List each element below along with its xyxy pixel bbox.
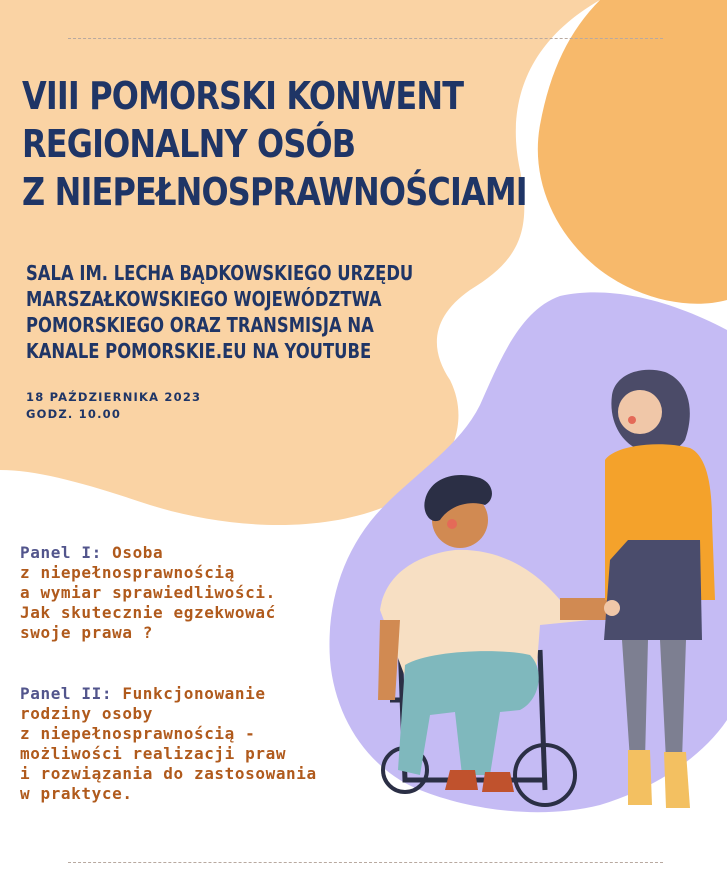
man-left-arm xyxy=(378,620,400,700)
man-shoe-left xyxy=(445,770,478,790)
man-cheek xyxy=(447,519,457,529)
woman-hand xyxy=(604,600,620,616)
venue-line: SALA IM. LECHA BĄDKOWSKIEGO URZĘDU xyxy=(26,261,414,285)
event-date: 18 PAŹDZIERNIKA 2023 xyxy=(26,390,202,404)
panel-line: z niepełnosprawnością - xyxy=(20,724,256,743)
panel-line: Osoba xyxy=(112,543,164,562)
woman-boot-right xyxy=(664,752,690,808)
panel-one-label: Panel I: xyxy=(20,543,102,562)
man-shoe-right xyxy=(482,772,514,792)
panel-line: swoje prawa ? xyxy=(20,623,154,642)
event-title xyxy=(22,72,527,216)
panel-line: Jak skutecznie egzekwować xyxy=(20,603,276,622)
event-time: GODZ. 10.00 xyxy=(26,407,122,421)
man-trousers xyxy=(398,651,539,775)
venue-line: MARSZAŁKOWSKIEGO WOJEWÓDZTWA xyxy=(26,287,382,311)
people-illustration xyxy=(340,360,727,877)
panel-line: rodziny osoby xyxy=(20,704,154,723)
panel-one xyxy=(20,543,276,643)
venue-line: KANALE POMORSKIE.EU NA YOUTUBE xyxy=(26,339,372,363)
title-line: VIII POMORSKI KONWENT xyxy=(22,74,464,118)
woman-cheek xyxy=(628,416,636,424)
orange-blob xyxy=(538,0,727,304)
panel-line: z niepełnosprawnością xyxy=(20,563,235,582)
woman-head xyxy=(618,390,662,434)
title-line: Z NIEPEŁNOSPRAWNOŚCIAMI xyxy=(22,170,527,214)
panel-two xyxy=(20,684,317,804)
woman-legs xyxy=(622,640,686,760)
panel-line: możliwości realizacji praw xyxy=(20,744,287,763)
panel-line: Funkcjonowanie xyxy=(122,684,266,703)
panel-line: w praktyce. xyxy=(20,784,133,803)
title-line: REGIONALNY OSÓB xyxy=(22,122,356,166)
panel-line: a wymiar sprawiedliwości. xyxy=(20,583,276,602)
panel-two-label: Panel II: xyxy=(20,684,113,703)
panel-line: i rozwiązania do zastosowania xyxy=(20,764,317,783)
woman-boot-left xyxy=(628,750,652,805)
venue-line: POMORSKIEGO ORAZ TRANSMISJA NA xyxy=(26,313,374,337)
woman-skirt xyxy=(604,540,702,640)
venue-info xyxy=(26,260,413,364)
top-divider xyxy=(68,38,663,39)
